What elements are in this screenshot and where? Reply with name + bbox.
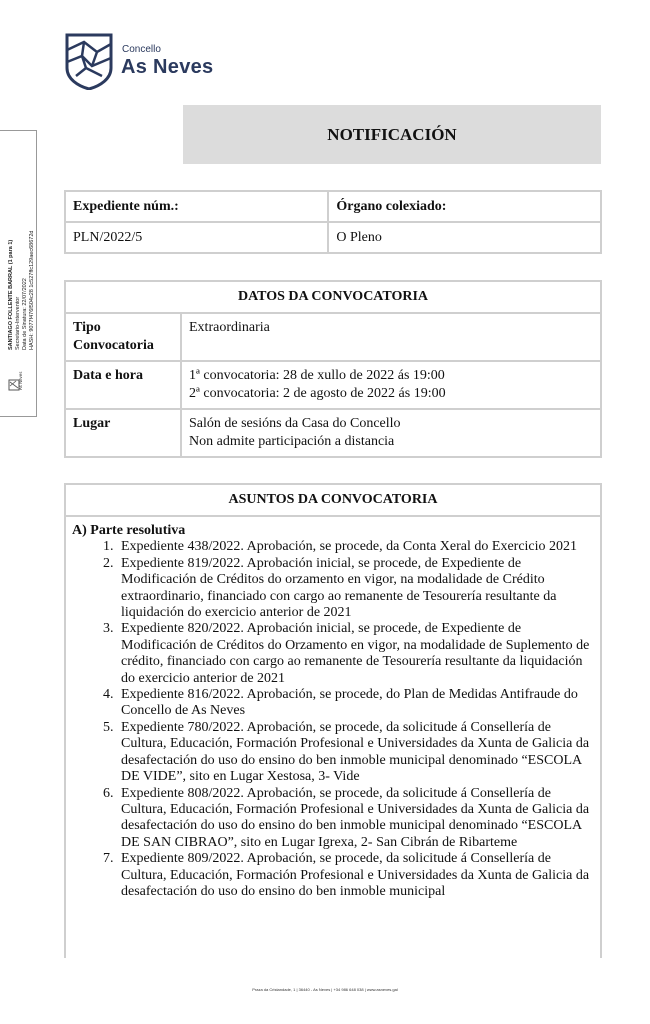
convocatoria-table: [64, 280, 602, 458]
asuntos-box: [64, 483, 602, 958]
organo-value: O Pleno: [328, 222, 601, 253]
data-value: [181, 361, 601, 409]
convocatoria-heading: DATOS DA CONVOCATORIA: [65, 281, 601, 313]
list-item: 5. Expediente 780/2022. Aprobación, se procede, da solicitude á Consellería de Cultura, Educación, Formación Profesional e Universidades da Xunta de Galicia da desafectación do uso do ensino do ben inmoble municipal denominado “ESCOLA DE VIDE”, sito en Lugar Xestosa, 3- Vide: [117, 720, 594, 786]
signature-text: [8, 231, 36, 350]
svg-text:As Neves: As Neves: [18, 371, 23, 390]
list-item: 1. Expediente 438/2022. Aprobación, se procede, da Conta Xeral do Exercicio 2021: [117, 539, 594, 555]
page-footer: Praza da Cristandade, 1 | 36440 - As Neves | +34 986 648 038 | www.asneves.gal: [252, 987, 398, 992]
data-line-1: 1ª convocatoria: 28 de xullo de 2022 ás 19:00: [189, 368, 445, 383]
list-item: 2. Expediente 819/2022. Aprobación inicial, se procede, de Expediente de Modificación de Créditos do orzamento en vigor, na modalidade de Crédito extraordinario, financiado con cargo ao remanente de Tesourería resultante da liquidación do exercicio anterior de 2021: [117, 556, 594, 622]
lugar-value: [181, 409, 601, 457]
asuntos-body: [66, 517, 600, 900]
lugar-line-2: Non admite participación a distancia: [189, 434, 395, 449]
section-heading: A) Parte resolutiva: [72, 523, 186, 538]
page-title: NOTIFICACIÓN: [183, 105, 601, 164]
expediente-value: PLN/2022/5: [65, 222, 328, 253]
logo-title: As Neves: [121, 56, 214, 78]
data-label: Data e hora: [65, 361, 181, 409]
signature-hash: HASH: 9077f476f504c28 1c527ffc129aec68672d: [29, 230, 35, 350]
logo-subtitle: Concello: [122, 44, 161, 55]
as-neves-emblem-icon: [64, 32, 114, 90]
asuntos-heading: ASUNTOS DA CONVOCATORIA: [66, 485, 600, 517]
list-item: 3. Expediente 820/2022. Aprobación inicial, se procede, de Expediente de Modificación de Créditos do Orzamento en vigor, na modalidade de Suplemento de crédito, financiado con cargo ao remanente de Tesourería resultante da liquidación do exercicio anterior de 2021: [117, 621, 594, 687]
asuntos-list: [72, 539, 594, 900]
lugar-line-1: Salón de sesións da Casa do Concello: [189, 416, 401, 431]
signer-name: SANTIAGO FOLLENTE BARRAL (1 para 1): [8, 239, 14, 350]
signature-date: Data de Sinatura: 22/07/2022: [22, 278, 28, 350]
list-item: 7. Expediente 809/2022. Aprobación, se procede, da solicitude á Consellería de Cultura, Educación, Formación Profesional e Universidades da Xunta de Galicia da desafectación do uso do ensino do ben inmoble municipal: [117, 851, 594, 900]
lugar-label: Lugar: [65, 409, 181, 457]
list-item: 4. Expediente 816/2022. Aprobación, se procede, do Plan de Medidas Antifraude do Concello de As Neves: [117, 687, 594, 720]
tipo-label: Tipo Convocatoria: [65, 313, 181, 361]
tipo-value: Extraordinaria: [181, 313, 601, 361]
expediente-label: Expediente núm.:: [65, 191, 328, 222]
signer-line: Secretario-Interventor: [15, 296, 21, 350]
concello-logo: [64, 32, 234, 92]
expediente-table: [64, 190, 602, 254]
organo-label: Órgano colexiado:: [328, 191, 601, 222]
data-line-2: 2ª convocatoria: 2 de agosto de 2022 ás 19:00: [189, 386, 446, 401]
list-item: 6. Expediente 808/2022. Aprobación, se procede, da solicitude á Consellería de Cultura, Educación, Formación Profesional e Universidades da Xunta de Galicia da desafectación do uso do ensino do ben inmoble municipal denominado “ESCOLA DE SAN CIBRAO”, sito en Lugar Igrexa, 2- San Cibrán de Ribarteme: [117, 786, 594, 852]
seal-icon: [8, 366, 30, 396]
